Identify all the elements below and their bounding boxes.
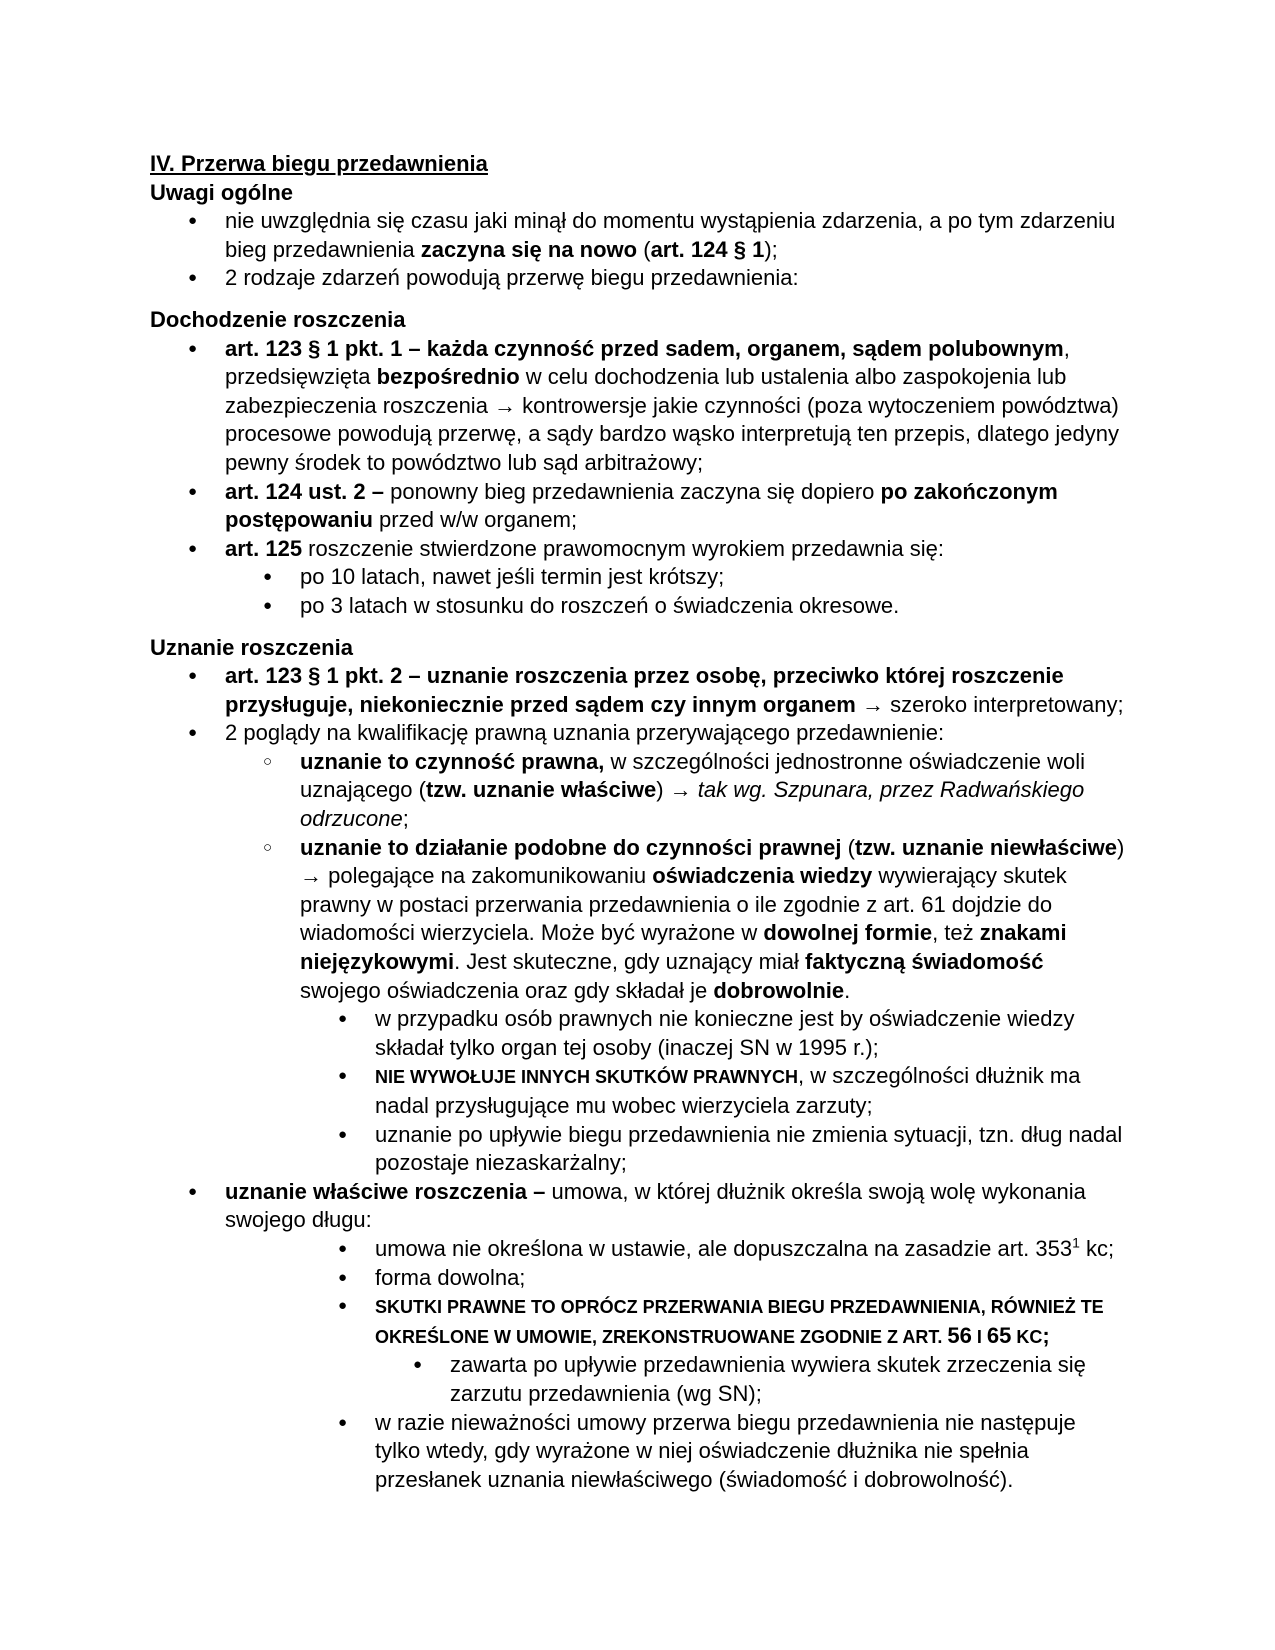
list-item-text: art. 123 § 1 pkt. 2 – uznanie roszczenia przez osobę, przeciwko której roszczenie przysługuje, niekoniecznie przed sądem czy innym organem → szeroko interpretowany; bbox=[225, 663, 1124, 717]
list-item bbox=[150, 719, 1125, 748]
list-item-text: art. 123 § 1 pkt. 1 – każda czynność przed sadem, organem, sądem polubownym, przedsięwzięta bezpośrednio w celu dochodzenia lub ustalenia albo zaspokojenia lub zabezpieczenia roszczenia → kontrowersje jakie czynności (poza wytoczeniem powództwa) procesowe powodują przerwę, a sądy bardzo wąsko interpretują ten przepis, dlatego jedyny pewny środek to powództwo lub sąd arbitrażowy; bbox=[225, 335, 1119, 475]
section-heading bbox=[150, 179, 1125, 208]
bullet-disc-icon: ● bbox=[338, 1125, 348, 1143]
list-item bbox=[150, 1235, 1125, 1264]
list-item bbox=[150, 1178, 1125, 1235]
list-item-text: uznanie po upływie biegu przedawnienia nie zmienia sytuacji, tzn. dług nadal pozostaje niezaskarżalny; bbox=[375, 1121, 1123, 1176]
bullet-disc-icon: ● bbox=[188, 339, 198, 357]
bullet-disc-icon: ● bbox=[188, 212, 198, 230]
list-item bbox=[150, 563, 1125, 592]
bullet-disc-icon: ● bbox=[263, 568, 273, 586]
section-heading bbox=[150, 306, 1125, 335]
list-item-text: zawarta po upływie przedawnienia wywiera skutek zrzeczenia się zarzutu przedawnienia (wg SN); bbox=[450, 1352, 1086, 1406]
bullet-disc-icon: ● bbox=[188, 539, 198, 557]
bullet-circle-icon: ○ bbox=[263, 838, 273, 856]
list-item-text: art. 124 ust. 2 – ponowny bieg przedawnienia zaczyna się dopiero po zakończonym postępowaniu przed w/w organem; bbox=[225, 478, 1058, 533]
list-item-text: nie uwzględnia się czasu jaki minął do momentu wystąpienia zdarzenia, a po tym zdarzeniu bieg przedawnienia zaczyna się na nowo (art. 124 § 1); bbox=[225, 208, 1116, 262]
bullet-disc-icon: ● bbox=[188, 724, 198, 742]
bullet-disc-icon: ● bbox=[338, 1010, 348, 1028]
list-item-text: 2 poglądy na kwalifikację prawną uznania przerywającego przedawnienie: bbox=[225, 720, 945, 746]
bullet-disc-icon: ● bbox=[338, 1239, 348, 1257]
list-item bbox=[150, 335, 1125, 478]
section-heading bbox=[150, 634, 1125, 663]
list-item bbox=[150, 535, 1125, 564]
bullet-disc-icon: ● bbox=[338, 1413, 348, 1431]
list-item-text: uznanie właściwe roszczenia – umowa, w której dłużnik określa swoją wolę wykonania swojego długu: bbox=[225, 1178, 1086, 1233]
list-item bbox=[150, 834, 1125, 1006]
list-item bbox=[150, 1409, 1125, 1495]
list-item-text: uznanie to czynność prawna, w szczególności jednostronne oświadczenie woli uznającego (tzw. uznanie właściwe) → tak wg. Szpunara, przez Radwańskiego odrzucone; bbox=[300, 748, 1085, 832]
bullet-circle-icon: ○ bbox=[263, 752, 273, 770]
list-item-text: NIE WYWOŁUJE INNYCH SKUTKÓW PRAWNYCH, w szczególności dłużnik ma nadal przysługujące mu wobec wierzyciela zarzuty; bbox=[375, 1063, 1081, 1118]
list-item bbox=[150, 264, 1125, 293]
list-item bbox=[150, 1351, 1125, 1408]
list-item bbox=[150, 1292, 1125, 1351]
bullet-disc-icon: ● bbox=[188, 269, 198, 287]
list-item bbox=[150, 1005, 1125, 1062]
bullet-disc-icon: ● bbox=[188, 667, 198, 685]
list-item bbox=[150, 1121, 1125, 1178]
bullet-disc-icon: ● bbox=[338, 1297, 348, 1315]
block-text: IV. Przerwa biegu przedawnienia bbox=[150, 151, 488, 176]
list-item-text: w razie nieważności umowy przerwa biegu przedawnienia nie następuje tylko wtedy, gdy wyrażone w niej oświadczenie dłużnika nie spełnia przesłanek uznania niewłaściwego (świadomość i dobrowolność). bbox=[375, 1409, 1076, 1492]
list-item-text: uznanie to działanie podobne do czynności prawnej (tzw. uznanie niewłaściwe) → polegające na zakomunikowaniu oświadczenia wiedzy wywierający skutek prawny w postaci przerwania przedawnienia o ile zgodnie z art. 61 dojdzie do wiadomości wierzyciela. Może być wyrażone w dowolnej formie, też znakami niejęzykowymi. Jest skuteczne, gdy uznający miał faktyczną świadomość swojego oświadczenia oraz gdy składał je dobrowolnie. bbox=[300, 834, 1125, 1003]
bullet-disc-icon: ● bbox=[413, 1356, 423, 1374]
block-text: Uwagi ogólne bbox=[150, 179, 293, 205]
list-item-text: po 10 latach, nawet jeśli termin jest krótszy; bbox=[300, 564, 725, 590]
list-item-text: po 3 latach w stosunku do roszczeń o świadczenia okresowe. bbox=[300, 592, 900, 618]
doc-title bbox=[150, 150, 1125, 179]
list-item bbox=[150, 478, 1125, 535]
list-item-text: forma dowolna; bbox=[375, 1264, 526, 1290]
list-item bbox=[150, 748, 1125, 834]
document-body bbox=[150, 150, 1125, 1494]
list-item bbox=[150, 662, 1125, 719]
bullet-disc-icon: ● bbox=[188, 1182, 198, 1200]
bullet-disc-icon: ● bbox=[338, 1268, 348, 1286]
bullet-disc-icon: ● bbox=[338, 1067, 348, 1085]
block-text: Dochodzenie roszczenia bbox=[150, 306, 406, 332]
bullet-disc-icon: ● bbox=[188, 482, 198, 500]
list-item bbox=[150, 1264, 1125, 1293]
bullet-disc-icon: ● bbox=[263, 596, 273, 614]
list-item-text: art. 125 roszczenie stwierdzone prawomocnym wyrokiem przedawnia się: bbox=[225, 535, 944, 561]
list-item bbox=[150, 592, 1125, 621]
list-item-text: SKUTKI PRAWNE TO OPRÓCZ PRZERWANIA BIEGU PRZEDAWNIENIA, RÓWNIEŻ TE OKREŚLONE W UMOWIE, ZREKONSTRUOWANE ZGODNIE Z ART. 56 I 65 KC; bbox=[375, 1297, 1104, 1348]
list-item bbox=[150, 1062, 1125, 1120]
list-item-text: w przypadku osób prawnych nie konieczne jest by oświadczenie wiedzy składał tylko organ tej osoby (inaczej SN w 1995 r.); bbox=[375, 1006, 1075, 1060]
list-item bbox=[150, 207, 1125, 264]
list-item-text: 2 rodzaje zdarzeń powodują przerwę biegu przedawnienia: bbox=[225, 265, 799, 291]
block-text: Uznanie roszczenia bbox=[150, 634, 353, 660]
list-item-text: umowa nie określona w ustawie, ale dopuszczalna na zasadzie art. $353^1$ kc; bbox=[375, 1234, 1115, 1261]
